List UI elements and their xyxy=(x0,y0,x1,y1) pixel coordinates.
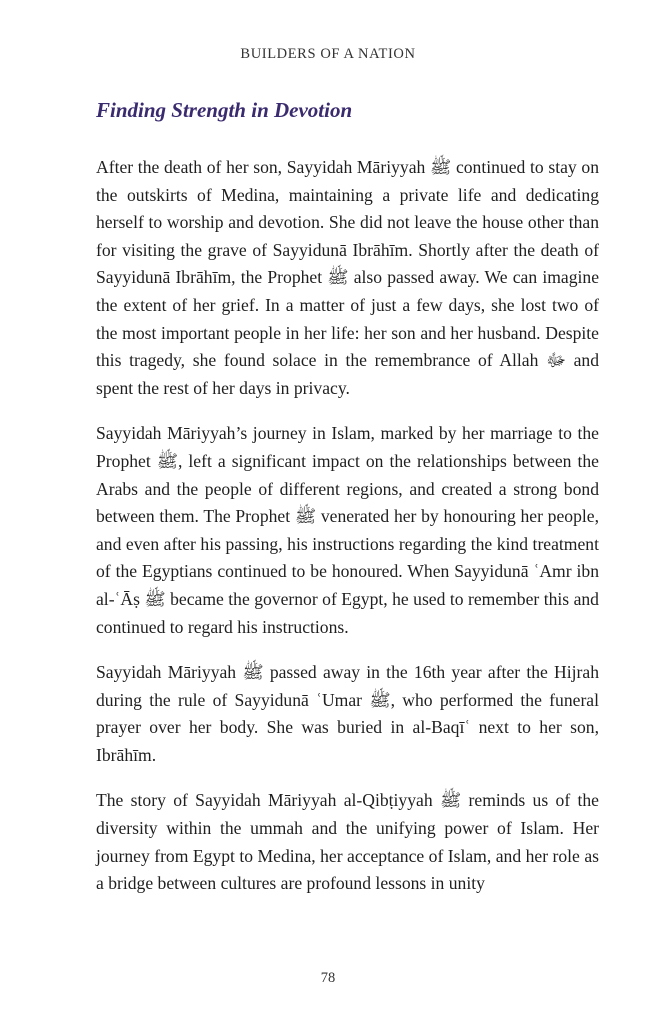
body-text xyxy=(96,154,599,916)
paragraph-4: The story of Sayyidah Māriyyah al-Qibṭiyyah ﷺ reminds us of the diversity within the ummah and the unifying power of Islam. Her journey from Egypt to Medina, her acceptance of Islam, and her role as a bridge between cultures are profound lessons in unity xyxy=(96,790,599,894)
paragraph-2: Sayyidah Māriyyah’s journey in Islam, marked by her marriage to the Prophet ﷺ, left a significant impact on the relationships between the Arabs and the people of different regions, and created a strong bond between them. The Prophet ﷺ venerated her by honouring her people, and even after his passing, his instructions regarding the kind treatment of the Egyptians continued to be honoured. When Sayyidunā ʿAmr ibn al-ʿĀṣ ﷺ became the governor of Egypt, he used to remember this and continued to regard his instructions. xyxy=(96,423,599,637)
page-number: 78 xyxy=(320,970,336,986)
paragraph-3: Sayyidah Māriyyah ﷺ passed away in the 16th year after the Hijrah during the rule of Sayyidunā ʿUmar ﷺ, who performed the funeral prayer over her body. She was buried in al-Baqīʿ next to her son, Ibrāhīm. xyxy=(96,662,599,765)
paragraph-1: After the death of her son, Sayyidah Māriyyah ﷺ continued to stay on the outskirts of Medina, maintaining a private life and dedicating herself to worship and devotion. She did not leave the house other than for visiting the grave of Sayyidunā Ibrāhīm. Shortly after the death of Sayyidunā Ibrāhīm, the Prophet ﷺ also passed away. We can imagine the extent of her grief. In a matter of just a few days, she lost two of the most important people in her life: her son and her husband. Despite this tragedy, she found solace in the remembrance of Allah ﷻ and spent the rest of her days in privacy. xyxy=(96,157,599,398)
running-header: BUILDERS OF A NATION xyxy=(240,46,416,62)
section-title: Finding Strength in Devotion xyxy=(96,98,353,122)
